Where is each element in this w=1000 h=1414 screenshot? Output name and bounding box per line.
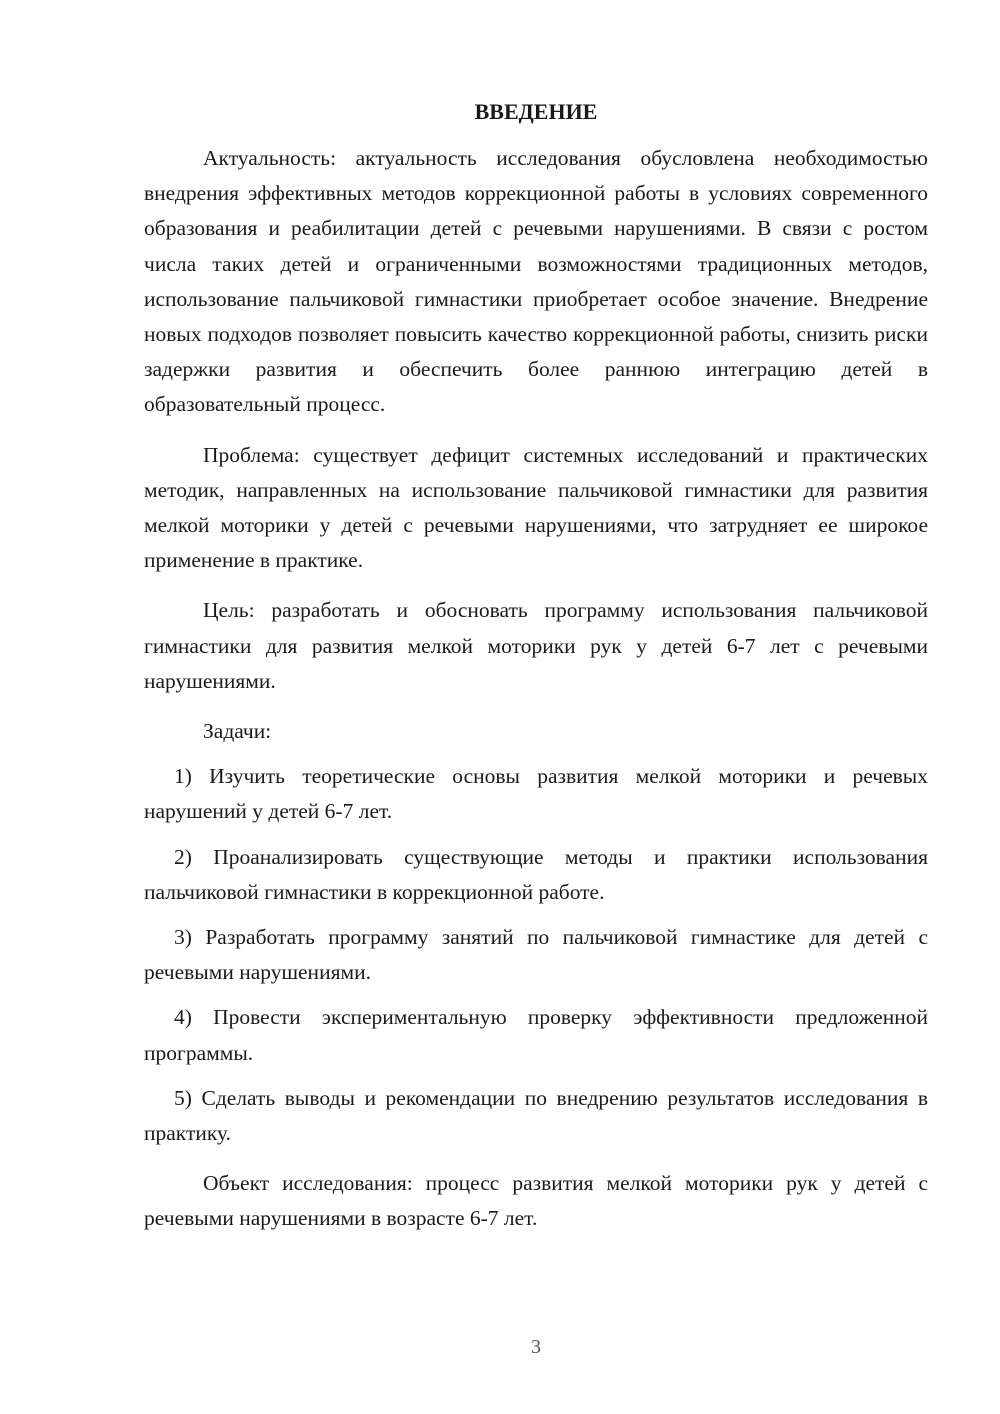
task-item: 1) Изучить теоретические основы развития мелкой моторики и речевых нарушений у детей 6-7 лет. xyxy=(144,764,928,824)
problem-paragraph: Проблема: существует дефицит системных исследований и практических методик, направленных на использование пальчиковой гимнастики для развития мелкой моторики у детей с речевыми нарушениями, что затрудняет ее широкое применение в практике. xyxy=(144,442,928,573)
tasks-label: Задачи: xyxy=(203,719,272,744)
task-item: 5) Сделать выводы и рекомендации по внедрению результатов исследования в практику. xyxy=(144,1085,928,1146)
object-paragraph: Объект исследования: процесс развития мелкой моторики рук у детей с речевыми нарушениями в возрасте 6-7 лет. xyxy=(144,1171,928,1231)
page-content xyxy=(144,94,928,1252)
task-item: 3) Разработать программу занятий по пальчиковой гимнастике для детей с речевыми нарушениями. xyxy=(144,925,928,985)
task-item: 4) Провести экспериментальную проверку эффективности предложенной программы. xyxy=(144,1005,928,1065)
relevance-paragraph: Актуальность: актуальность исследования обусловлена необходимостью внедрения эффективных методов коррекционной работы в условиях современного образования и реабилитации детей с речевыми нарушениями. В связи с ростом числа таких детей и ограниченными возможностями традиционных методов, использование пальчиковой гимнастики приобретает особое значение. Внедрение новых подходов позволяет повысить качество коррекционной работы, снизить риски задержки развития и обеспечить более раннюю интеграцию детей в образовательный процесс. xyxy=(144,146,928,417)
task-item: 2) Проанализировать существующие методы и практики использования пальчиковой гимнастики в коррекционной работе. xyxy=(144,844,928,904)
tasks-list xyxy=(144,759,928,1151)
page-number: 3 xyxy=(531,1336,541,1358)
goal-paragraph: Цель: разработать и обосновать программу использования пальчиковой гимнастики для развития мелкой моторики рук у детей 6-7 лет с речевыми нарушениями. xyxy=(144,598,928,693)
section-title: ВВЕДЕНИЕ xyxy=(474,99,598,124)
